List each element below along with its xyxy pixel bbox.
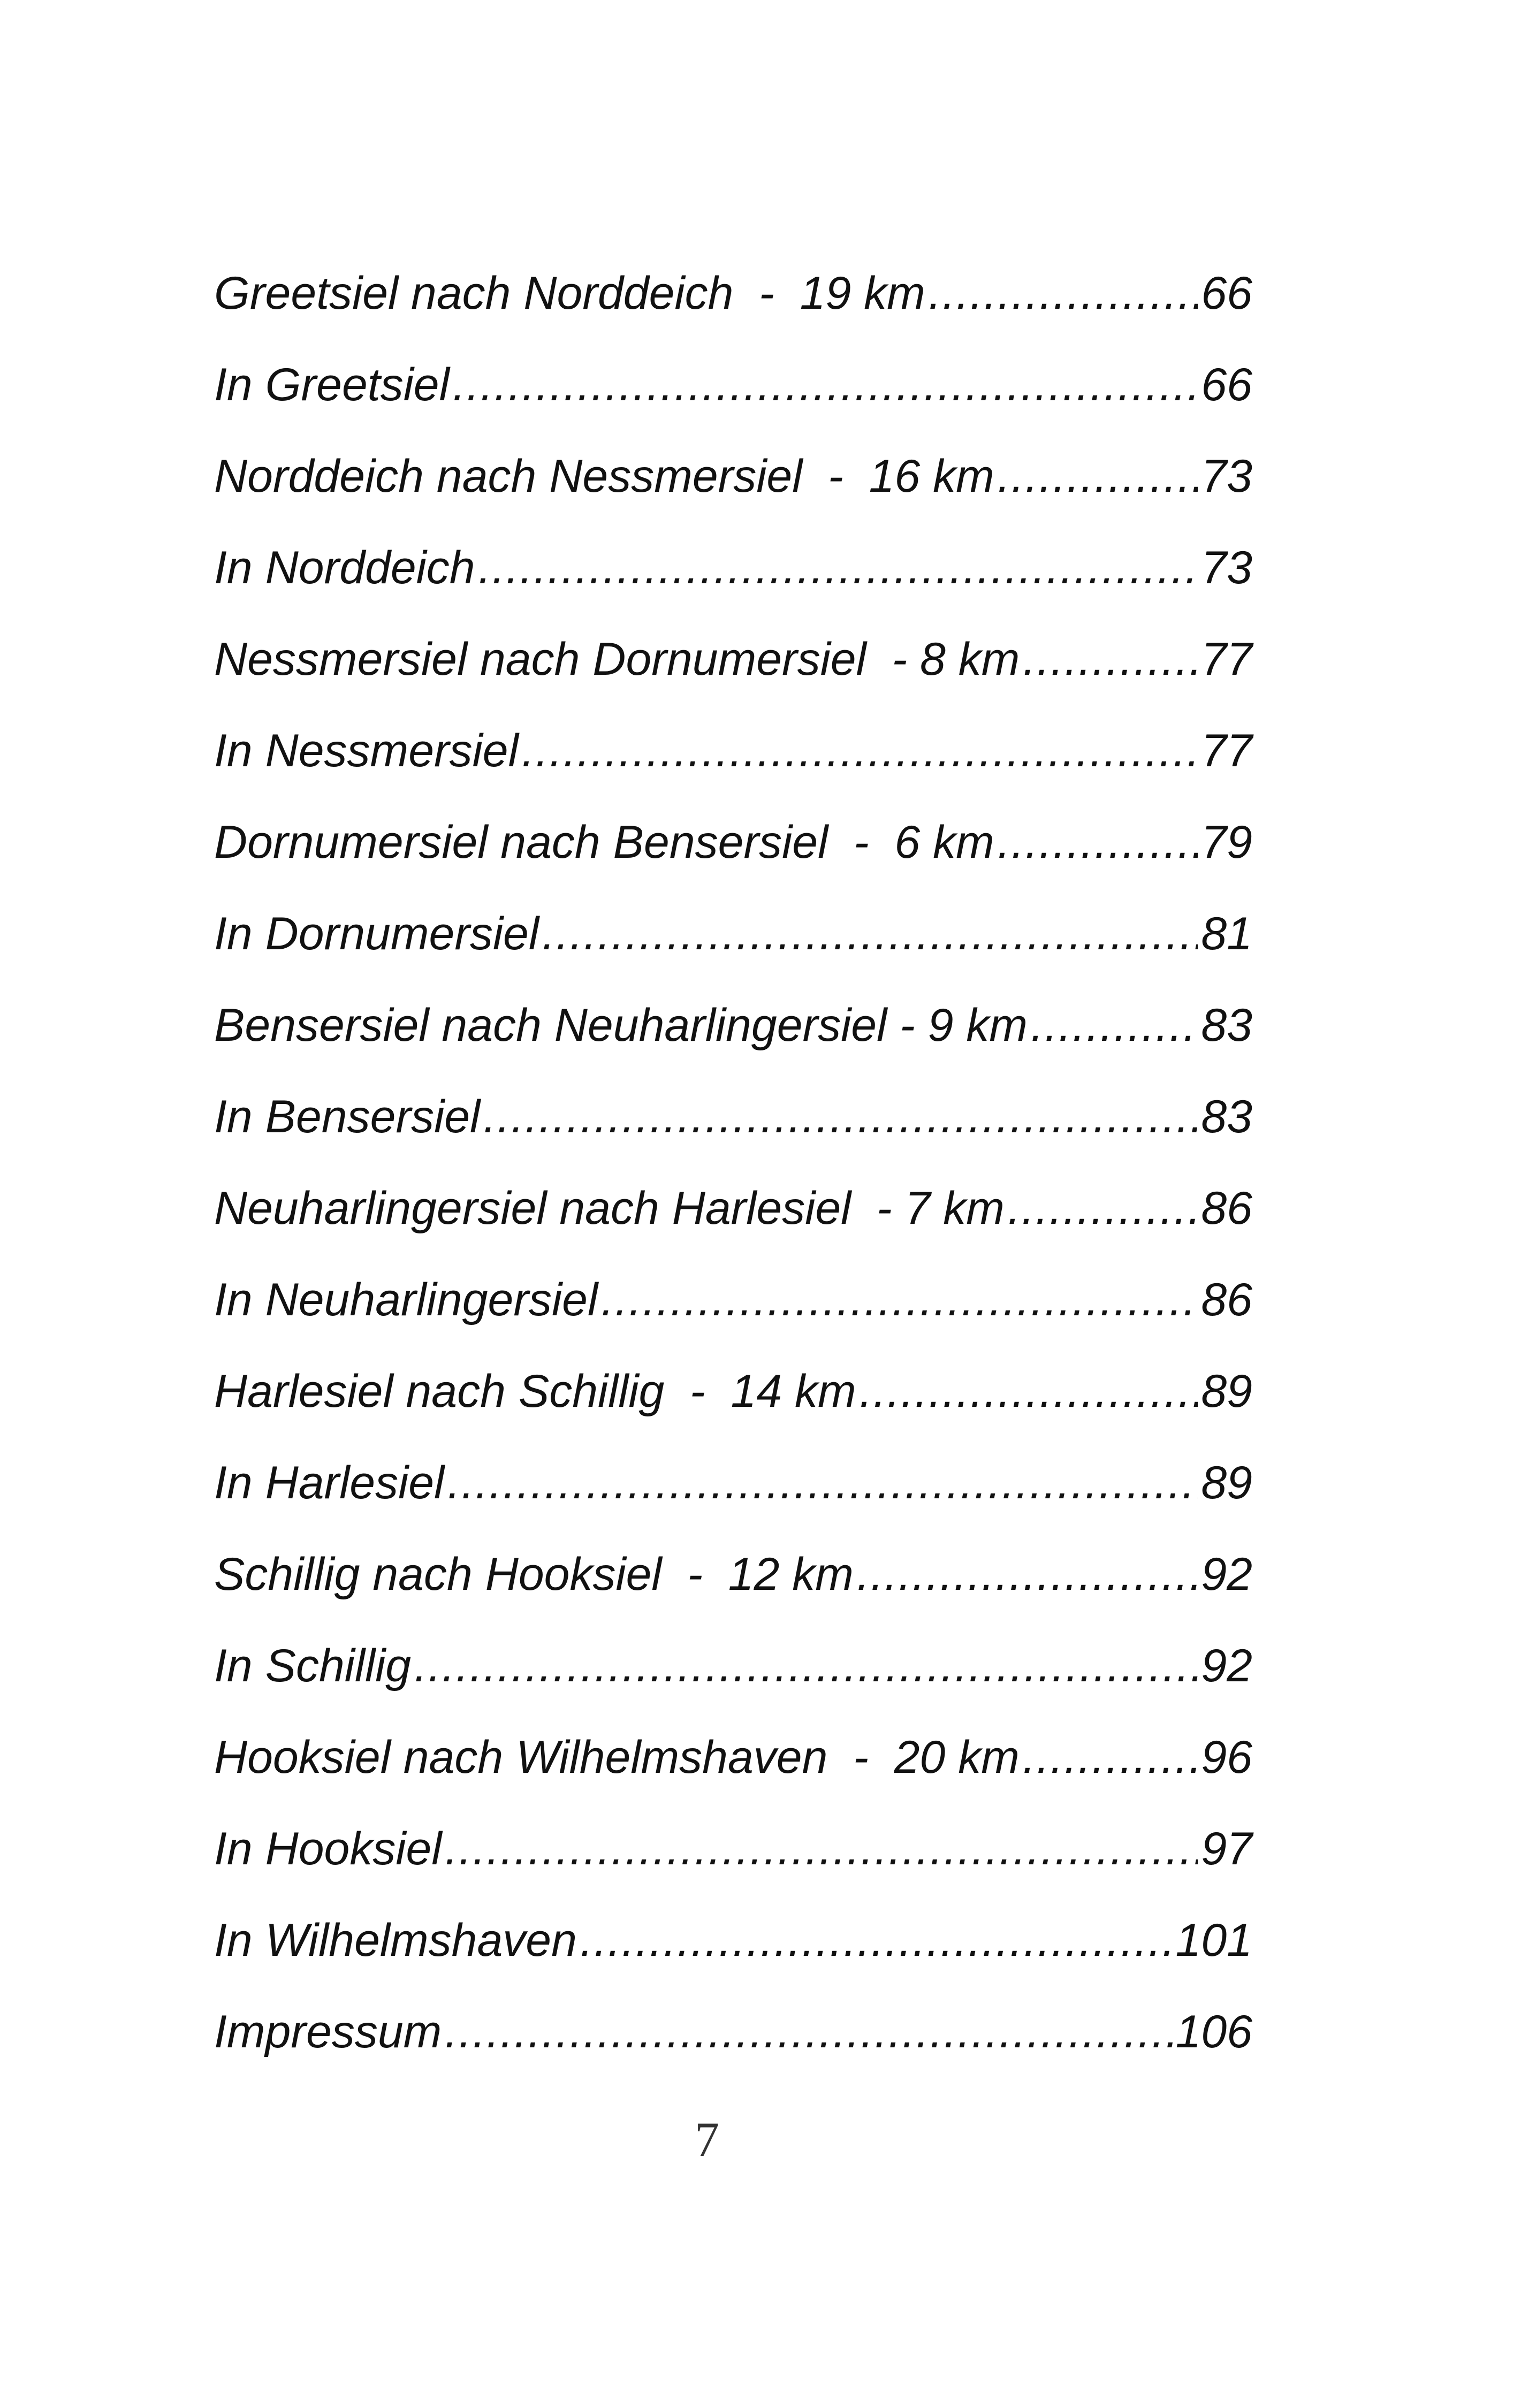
toc-entry-page: 79 xyxy=(1201,817,1252,868)
toc-entry-title: Dornumersiel nach Bensersiel - 6 km xyxy=(214,817,994,868)
toc-entry-title: In Hooksiel xyxy=(214,1823,442,1874)
toc-entry-title: In Norddeich xyxy=(214,542,475,593)
toc-entry[interactable] xyxy=(214,1457,1252,1551)
toc-entry[interactable] xyxy=(214,453,1252,545)
toc-entry-title: Nessmersiel nach Dornumersiel - 8 km xyxy=(214,634,1020,685)
toc-entry-title: Schillig nach Hooksiel - 12 km xyxy=(214,1549,854,1600)
toc-entry[interactable] xyxy=(214,1734,1252,1826)
toc-entry-title: Norddeich nach Nessmersiel - 16 km xyxy=(214,451,994,502)
dot-leader xyxy=(542,911,1198,957)
toc-entry-title: In Wilhelmshaven xyxy=(214,1915,577,1966)
toc-entry-title: In Nessmersiel xyxy=(214,725,519,776)
toc-entry-page: 83 xyxy=(1201,1000,1252,1051)
toc-entry-title: Neuharlingersiel nach Harlesiel - 7 km xyxy=(214,1183,1005,1234)
toc-entry-page: 73 xyxy=(1201,451,1252,502)
toc-entry-title: In Neuharlingersiel xyxy=(214,1274,598,1325)
dot-leader xyxy=(445,1826,1198,1872)
toc-entry[interactable] xyxy=(214,2006,1252,2100)
dot-leader xyxy=(998,453,1198,499)
dot-leader xyxy=(857,1551,1198,1597)
toc-entry-page: 77 xyxy=(1201,725,1252,776)
toc-entry-page: 97 xyxy=(1201,1823,1252,1874)
toc-entry-title: Bensersiel nach Neuharlingersiel - 9 km xyxy=(214,1000,1028,1051)
dot-leader xyxy=(1023,636,1198,682)
toc-entry-page: 77 xyxy=(1201,634,1252,685)
toc-entry-page: 73 xyxy=(1201,542,1252,593)
toc-entry-page: 101 xyxy=(1175,1915,1252,1966)
toc-entry[interactable] xyxy=(214,1823,1252,1917)
page-number: 7 xyxy=(695,2112,719,2167)
toc-entry-page: 89 xyxy=(1201,1457,1252,1508)
dot-leader xyxy=(998,819,1198,865)
toc-entry-title: In Dornumersiel xyxy=(214,908,539,959)
dot-leader xyxy=(522,728,1198,774)
toc-entry[interactable] xyxy=(214,1185,1252,1277)
toc-entry-page: 89 xyxy=(1201,1366,1252,1417)
toc-entry-page: 81 xyxy=(1201,908,1252,959)
toc-entry[interactable] xyxy=(214,1551,1252,1643)
toc-entry-title: Impressum xyxy=(214,2006,442,2058)
toc-entry-page: 83 xyxy=(1201,1091,1252,1142)
toc-entry[interactable] xyxy=(214,908,1252,1002)
toc-entry[interactable] xyxy=(214,819,1252,911)
toc-entry[interactable] xyxy=(214,1917,1252,2009)
dot-leader xyxy=(860,1368,1198,1414)
toc-entry-page: 92 xyxy=(1201,1549,1252,1600)
toc-entry[interactable] xyxy=(214,636,1252,728)
toc-entry[interactable] xyxy=(214,1002,1252,1094)
table-of-contents xyxy=(214,270,1252,2100)
toc-entry[interactable] xyxy=(214,1091,1252,1185)
toc-entry-page: 92 xyxy=(1201,1640,1252,1691)
toc-entry-title: In Greetsiel xyxy=(214,359,450,410)
dot-leader xyxy=(483,1094,1198,1140)
toc-entry-title: In Harlesiel xyxy=(214,1457,445,1508)
dot-leader xyxy=(1031,1002,1198,1048)
toc-entry[interactable] xyxy=(214,270,1252,362)
dot-leader xyxy=(414,1643,1198,1689)
toc-entry-title: Hooksiel nach Wilhelmshaven - 20 km xyxy=(214,1732,1020,1783)
dot-leader xyxy=(1008,1185,1198,1231)
dot-leader xyxy=(929,270,1198,316)
toc-entry-title: In Schillig xyxy=(214,1640,412,1691)
toc-entry-page: 66 xyxy=(1201,359,1252,410)
toc-entry-page: 96 xyxy=(1201,1732,1252,1783)
toc-entry[interactable] xyxy=(214,359,1252,453)
toc-entry-page: 86 xyxy=(1201,1274,1252,1325)
dot-leader xyxy=(580,1917,1173,1963)
toc-entry-page: 106 xyxy=(1175,2006,1252,2058)
toc-entry-page: 66 xyxy=(1201,268,1252,319)
dot-leader xyxy=(478,545,1198,591)
dot-leader xyxy=(1023,1734,1198,1780)
toc-entry-title: In Bensersiel xyxy=(214,1091,481,1142)
dot-leader xyxy=(453,362,1198,408)
toc-entry[interactable] xyxy=(214,542,1252,636)
dot-leader xyxy=(447,1460,1198,1506)
toc-entry[interactable] xyxy=(214,725,1252,819)
toc-entry[interactable] xyxy=(214,1640,1252,1734)
toc-entry[interactable] xyxy=(214,1368,1252,1460)
dot-leader xyxy=(445,2009,1172,2055)
dot-leader xyxy=(601,1277,1198,1323)
toc-entry[interactable] xyxy=(214,1274,1252,1368)
toc-entry-title: Greetsiel nach Norddeich - 19 km xyxy=(214,268,925,319)
toc-entry-title: Harlesiel nach Schillig - 14 km xyxy=(214,1366,856,1417)
toc-entry-page: 86 xyxy=(1201,1183,1252,1234)
